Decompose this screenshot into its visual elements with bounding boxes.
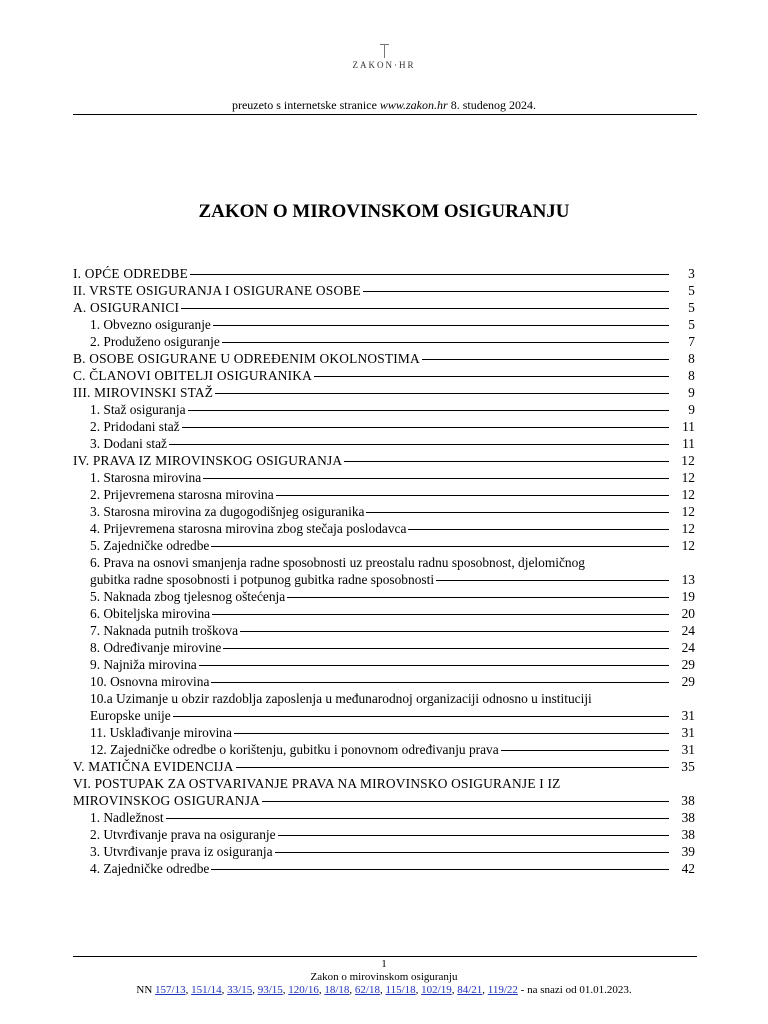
toc-entry-line <box>73 826 695 843</box>
toc-page-number: 9 <box>688 385 695 400</box>
toc-entry-line <box>73 333 695 350</box>
toc-entry[interactable] <box>73 469 695 486</box>
toc-page-number: 5 <box>688 283 695 298</box>
footer-nn-line <box>0 984 768 997</box>
toc-leader <box>344 461 669 462</box>
toc-page-number: 8 <box>688 351 695 366</box>
toc-leader <box>501 750 669 751</box>
toc-entry-title: V. MATIČNA EVIDENCIJA <box>73 759 234 774</box>
toc-entry-line <box>73 588 695 605</box>
toc-entry-line <box>73 758 695 775</box>
toc-entry-title: C. ČLANOVI OBITELJI OSIGURANIKA <box>73 368 313 383</box>
toc-leader <box>188 410 669 411</box>
toc-entry[interactable] <box>73 588 695 605</box>
toc-entry-title: 4. Prijevremena starosna mirovina zbog stečaja poslodavca <box>90 521 407 536</box>
toc-entry-title: 1. Staž osiguranja <box>90 402 186 417</box>
toc-entry-title: 4. Zajedničke odredbe <box>90 861 210 876</box>
toc-leader <box>190 274 669 275</box>
toc-leader <box>278 835 669 836</box>
toc-page-number: 12 <box>681 504 695 519</box>
toc-entry-title: 1. Obvezno osiguranje <box>90 317 211 332</box>
toc-page-number: 12 <box>681 470 695 485</box>
nn-link[interactable]: 115/18 <box>385 984 416 996</box>
source-suffix: 8. studenog 2024. <box>447 98 537 112</box>
toc-page-number: 12 <box>681 453 695 468</box>
toc-entry-title: 1. Starosna mirovina <box>90 470 202 485</box>
toc-page-number: 29 <box>681 657 695 672</box>
toc-page-number: 19 <box>681 589 695 604</box>
toc-page-number: 12 <box>681 487 695 502</box>
toc-entry-title: 7. Naknada putnih troškova <box>90 623 239 638</box>
toc-entry-line <box>73 384 695 401</box>
toc-entry[interactable] <box>73 537 695 554</box>
toc-leader <box>211 682 669 683</box>
toc-entry-title: 1. Nadležnost <box>90 810 164 825</box>
toc-leader <box>212 614 669 615</box>
toc-leader <box>422 359 669 360</box>
toc-entry[interactable] <box>73 350 695 367</box>
toc-page-number: 7 <box>688 334 695 349</box>
toc-page-number: 5 <box>688 317 695 332</box>
toc-entry-line <box>73 724 695 741</box>
toc-entry[interactable] <box>73 367 695 384</box>
nn-link[interactable]: 84/21 <box>457 984 483 996</box>
toc-page-number: 13 <box>681 572 695 587</box>
toc-entry-title: 11. Usklađivanje mirovina <box>90 725 232 740</box>
toc-entry[interactable] <box>73 554 695 588</box>
footer-divider <box>73 956 697 957</box>
toc-entry-title-cont: MIROVINSKOG OSIGURANJA <box>73 793 261 808</box>
toc-entry-title: 3. Utvrđivanje prava iz osiguranja <box>90 844 273 859</box>
logo-text: ZAKON·HR <box>352 60 416 70</box>
nn-link[interactable]: 62/18 <box>354 984 380 996</box>
source-prefix: preuzeto s internetske stranice <box>231 98 380 112</box>
toc-entry-title: 6. Obiteljska mirovina <box>90 606 211 621</box>
toc-entry[interactable] <box>73 265 695 282</box>
nn-link[interactable]: 157/13 <box>155 984 186 996</box>
toc-leader <box>173 716 669 717</box>
toc-leader <box>366 512 669 513</box>
toc-entry-title: IV. PRAVA IZ MIROVINSKOG OSIGURANJA <box>73 453 343 468</box>
table-of-contents <box>73 265 695 877</box>
toc-leader <box>182 427 669 428</box>
toc-entry[interactable] <box>73 758 695 775</box>
toc-leader <box>276 495 669 496</box>
toc-page-number: 24 <box>681 640 695 655</box>
toc-entry[interactable] <box>73 673 695 690</box>
toc-entry[interactable] <box>73 452 695 469</box>
toc-entry-title: 10.a Uzimanje u obzir razdoblja zaposlenja u međunarodnoj organizaciji odnosno u instituciji <box>90 691 592 706</box>
toc-entry-line <box>73 707 695 724</box>
toc-leader <box>223 648 669 649</box>
toc-entry-line <box>73 673 695 690</box>
toc-entry-title: 2. Pridodani staž <box>90 419 180 434</box>
toc-entry[interactable] <box>73 741 695 758</box>
toc-entry-line <box>73 486 695 503</box>
footer-law-title: Zakon o mirovinskom osiguranju <box>310 971 458 983</box>
toc-page-number: 5 <box>688 300 695 315</box>
toc-entry-line <box>73 316 695 333</box>
toc-entry-line <box>73 571 695 588</box>
toc-entry[interactable] <box>73 316 695 333</box>
toc-entry-title: 10. Osnovna mirovina <box>90 674 210 689</box>
toc-leader <box>213 325 669 326</box>
nn-link[interactable]: 120/16 <box>288 984 319 996</box>
toc-page-number: 38 <box>681 810 695 825</box>
toc-leader <box>262 801 669 802</box>
logo-mark-icon <box>380 44 390 58</box>
toc-entry-title: III. MIROVINSKI STAŽ <box>73 385 214 400</box>
toc-entry[interactable] <box>73 299 695 316</box>
toc-leader <box>169 444 669 445</box>
toc-leader <box>275 852 669 853</box>
toc-entry-line <box>73 435 695 452</box>
toc-entry-line <box>73 860 695 877</box>
toc-entry-line <box>73 639 695 656</box>
toc-entry-title: 5. Naknada zbog tjelesnog oštećenja <box>90 589 286 604</box>
toc-leader <box>408 529 669 530</box>
page-number: 1 <box>381 958 387 970</box>
toc-entry-title: 3. Starosna mirovina za dugogodišnjeg osiguranika <box>90 504 365 519</box>
toc-entry-title-cont: gubitka radne sposobnosti i potpunog gubitka radne sposobnosti <box>90 572 435 587</box>
toc-leader <box>222 342 669 343</box>
toc-leader <box>236 767 669 768</box>
toc-entry-line <box>73 265 695 282</box>
nn-link[interactable]: 119/22 <box>487 984 518 996</box>
toc-entry[interactable] <box>73 809 695 826</box>
toc-entry[interactable] <box>73 486 695 503</box>
toc-entry-title-cont: Europske unije <box>90 708 171 723</box>
toc-entry-title: A. OSIGURANICI <box>73 300 180 315</box>
toc-entry[interactable] <box>73 775 695 809</box>
toc-page-number: 42 <box>681 861 695 876</box>
toc-entry-line <box>73 350 695 367</box>
source-site[interactable]: www.zakon.hr <box>379 98 448 112</box>
toc-entry-line <box>73 469 695 486</box>
toc-entry-title: B. OSOBE OSIGURANE U ODREĐENIM OKOLNOSTIMA <box>73 351 420 366</box>
toc-entry-line <box>73 520 695 537</box>
toc-entry-title: I. OPĆE ODREDBE <box>73 266 188 281</box>
toc-entry[interactable] <box>73 520 695 537</box>
toc-entry-line <box>73 741 695 758</box>
toc-leader <box>287 597 669 598</box>
toc-page-number: 9 <box>688 402 695 417</box>
toc-entry-line <box>73 792 695 809</box>
toc-entry[interactable] <box>73 639 695 656</box>
toc-entry-line <box>73 656 695 673</box>
nn-link[interactable]: 33/15 <box>227 984 253 996</box>
source-line <box>0 98 768 113</box>
header-divider <box>73 114 697 115</box>
nn-link[interactable]: 93/15 <box>257 984 283 996</box>
toc-entry-line <box>73 843 695 860</box>
toc-entry[interactable] <box>73 418 695 435</box>
nn-links: 157/13, 151/14, 33/15, 93/15, 120/16, 18/18, 62/18, 115/18, 102/19, 84/21, 119/22 <box>155 984 518 996</box>
toc-entry[interactable] <box>73 384 695 401</box>
toc-leader <box>203 478 669 479</box>
toc-entry[interactable] <box>73 690 695 724</box>
toc-entry-line <box>73 282 695 299</box>
toc-entry-title: 6. Prava na osnovi smanjenja radne sposobnosti uz preostalu radnu sposobnost, djelomičnog <box>90 555 586 570</box>
toc-page-number: 11 <box>682 419 695 434</box>
toc-entry[interactable] <box>73 826 695 843</box>
toc-page-number: 38 <box>681 827 695 842</box>
toc-entry-title: 12. Zajedničke odredbe o korištenju, gubitku i ponovnom određivanju prava <box>90 742 499 757</box>
toc-entry-title: 2. Utvrđivanje prava na osiguranje <box>90 827 276 842</box>
nn-link[interactable]: 18/18 <box>324 984 350 996</box>
page-footer <box>0 958 768 997</box>
toc-page-number: 24 <box>681 623 695 638</box>
toc-leader <box>240 631 669 632</box>
toc-entry-title: 2. Produženo osiguranje <box>90 334 220 349</box>
toc-leader <box>211 546 669 547</box>
toc-entry-title: II. VRSTE OSIGURANJA I OSIGURANE OSOBE <box>73 283 361 298</box>
toc-page-number: 31 <box>681 725 695 740</box>
toc-leader <box>199 665 669 666</box>
toc-page-number: 20 <box>681 606 695 621</box>
toc-page-number: 12 <box>681 538 695 553</box>
toc-entry-line <box>73 605 695 622</box>
toc-entry[interactable] <box>73 435 695 452</box>
toc-entry[interactable] <box>73 860 695 877</box>
toc-entry-line <box>73 537 695 554</box>
document-title: ZAKON O MIROVINSKOM OSIGURANJU <box>198 201 570 222</box>
toc-entry-line <box>73 299 695 316</box>
toc-page-number: 11 <box>682 436 695 451</box>
toc-page-number: 8 <box>688 368 695 383</box>
toc-entry[interactable] <box>73 282 695 299</box>
toc-entry[interactable] <box>73 401 695 418</box>
toc-entry-line <box>73 622 695 639</box>
toc-leader <box>211 869 669 870</box>
toc-entry-line <box>73 452 695 469</box>
toc-entry[interactable] <box>73 333 695 350</box>
nn-link[interactable]: 102/19 <box>421 984 452 996</box>
toc-leader <box>181 308 669 309</box>
toc-entry[interactable] <box>73 622 695 639</box>
toc-leader <box>215 393 669 394</box>
toc-entry[interactable] <box>73 843 695 860</box>
toc-page-number: 39 <box>681 844 695 859</box>
toc-entry-line <box>73 418 695 435</box>
toc-entry-line <box>73 367 695 384</box>
toc-leader <box>314 376 669 377</box>
toc-leader <box>436 580 669 581</box>
toc-entry-title: VI. POSTUPAK ZA OSTVARIVANJE PRAVA NA MIROVINSKO OSIGURANJE I IZ <box>73 776 561 791</box>
toc-entry-title: 5. Zajedničke odredbe <box>90 538 210 553</box>
toc-entry-title: 9. Najniža mirovina <box>90 657 197 672</box>
toc-page-number: 38 <box>681 793 695 808</box>
toc-entry[interactable] <box>73 605 695 622</box>
toc-entry-title: 3. Dodani staž <box>90 436 167 451</box>
toc-page-number: 29 <box>681 674 695 689</box>
nn-link[interactable]: 151/14 <box>191 984 222 996</box>
toc-entry-title: 8. Određivanje mirovine <box>90 640 222 655</box>
toc-entry[interactable] <box>73 656 695 673</box>
toc-entry-title: 2. Prijevremena starosna mirovina <box>90 487 274 502</box>
toc-entry-line <box>73 809 695 826</box>
toc-page-number: 31 <box>681 742 695 757</box>
toc-entry-line <box>73 401 695 418</box>
toc-entry-line <box>73 503 695 520</box>
toc-leader <box>234 733 669 734</box>
toc-leader <box>166 818 669 819</box>
toc-page-number: 35 <box>681 759 695 774</box>
toc-entry[interactable] <box>73 503 695 520</box>
toc-leader <box>363 291 669 292</box>
toc-entry[interactable] <box>73 724 695 741</box>
nn-prefix: NN <box>136 984 156 996</box>
toc-page-number: 12 <box>681 521 695 536</box>
validity-note: - na snazi od 01.01.2023. <box>517 984 632 996</box>
toc-page-number: 31 <box>681 708 695 723</box>
toc-page-number: 3 <box>688 266 695 281</box>
